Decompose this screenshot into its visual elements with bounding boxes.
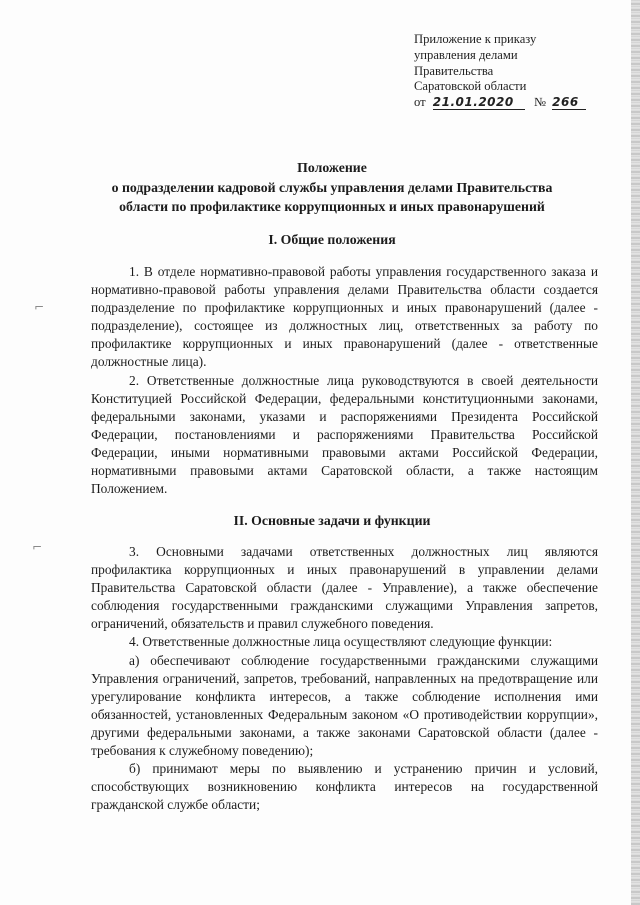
appendix-date-line bbox=[414, 95, 594, 111]
paragraph-3: 3. Основными задачами ответственных должностных лиц являются профилактика коррупционных и иных правонарушений в управлении делами Правительства Саратовской области (далее - Управление), а также обеспечение соблюдения государственными гражданскими служащими Управления запретов, ограничений, обязательств и правил служебного поведения. bbox=[91, 544, 598, 632]
section-1-heading: I. Общие положения bbox=[268, 232, 396, 247]
section-2-body bbox=[91, 543, 598, 814]
scan-mark: ⌐ bbox=[32, 540, 43, 554]
scan-mark: ⌐ bbox=[34, 300, 45, 314]
appendix-line-3: Правительства bbox=[414, 63, 494, 78]
date-prefix: от bbox=[414, 95, 426, 110]
document-title bbox=[96, 158, 568, 217]
date-field bbox=[433, 96, 525, 110]
appendix-line-2: управления делами bbox=[414, 47, 518, 62]
paragraph-1: 1. В отделе нормативно-правовой работы управления государственного заказа и нормативно-правовой работы управления делами Правительства области создается подразделение по профилактике коррупционных и иных правонарушений (далее - подразделение), состоящее из должностных лиц, ответственных за работу по профилактике коррупционных и иных правонарушений (далее - ответственные должностные лица). bbox=[91, 264, 598, 370]
handwritten-number: 266 bbox=[552, 95, 579, 110]
title-line-2: о подразделении кадровой службы управления делами Правительства bbox=[111, 179, 553, 195]
paragraph-2: 2. Ответственные должностные лица руководствуются в своей деятельности Конституцией Российской Федерации, федеральными конституционными законами, федеральными законами, указами и распоряжениями Президента Российской Федерации, постановлениями и распоряжениями Правительства Российской Федерации, иными нормативными правовыми актами Российской Федерации, нормативными правовыми актами Саратовской области, а также настоящим Положением. bbox=[91, 372, 598, 497]
handwritten-date: 21.01.2020 bbox=[432, 95, 514, 110]
appendix-line-4: Саратовской области bbox=[414, 79, 527, 94]
paragraph-4a: а) обеспечивают соблюдение государственными гражданскими служащими Управления ограничений, запретов, требований, направленных на предотвращение или урегулирование конфликта интересов, а также соблюдение исполнения ими обязанностей, установленных Федеральным законом «О противодействии коррупции», другими федеральными законами, а также законами Саратовской области (далее - требования к служебному поведению); bbox=[91, 652, 598, 759]
number-field bbox=[552, 96, 586, 110]
scan-edge bbox=[631, 0, 640, 905]
paragraph-4b: б) принимают меры по выявлению и устранению причин и условий, способствующих возникновению конфликта интересов на государственной гражданской службе области; bbox=[91, 761, 598, 813]
section-2-heading: II. Основные задачи и функции bbox=[233, 513, 431, 528]
number-prefix: № bbox=[533, 95, 546, 110]
paragraph-4: 4. Ответственные должностные лица осуществляют следующие функции: bbox=[129, 634, 553, 650]
appendix-block bbox=[414, 32, 594, 111]
section-1-body bbox=[91, 263, 598, 498]
title-line-1: Положение bbox=[297, 160, 367, 175]
title-line-3: области по профилактике коррупционных и иных правонарушений bbox=[119, 199, 545, 214]
appendix-line-1: Приложение к приказу bbox=[414, 32, 537, 46]
